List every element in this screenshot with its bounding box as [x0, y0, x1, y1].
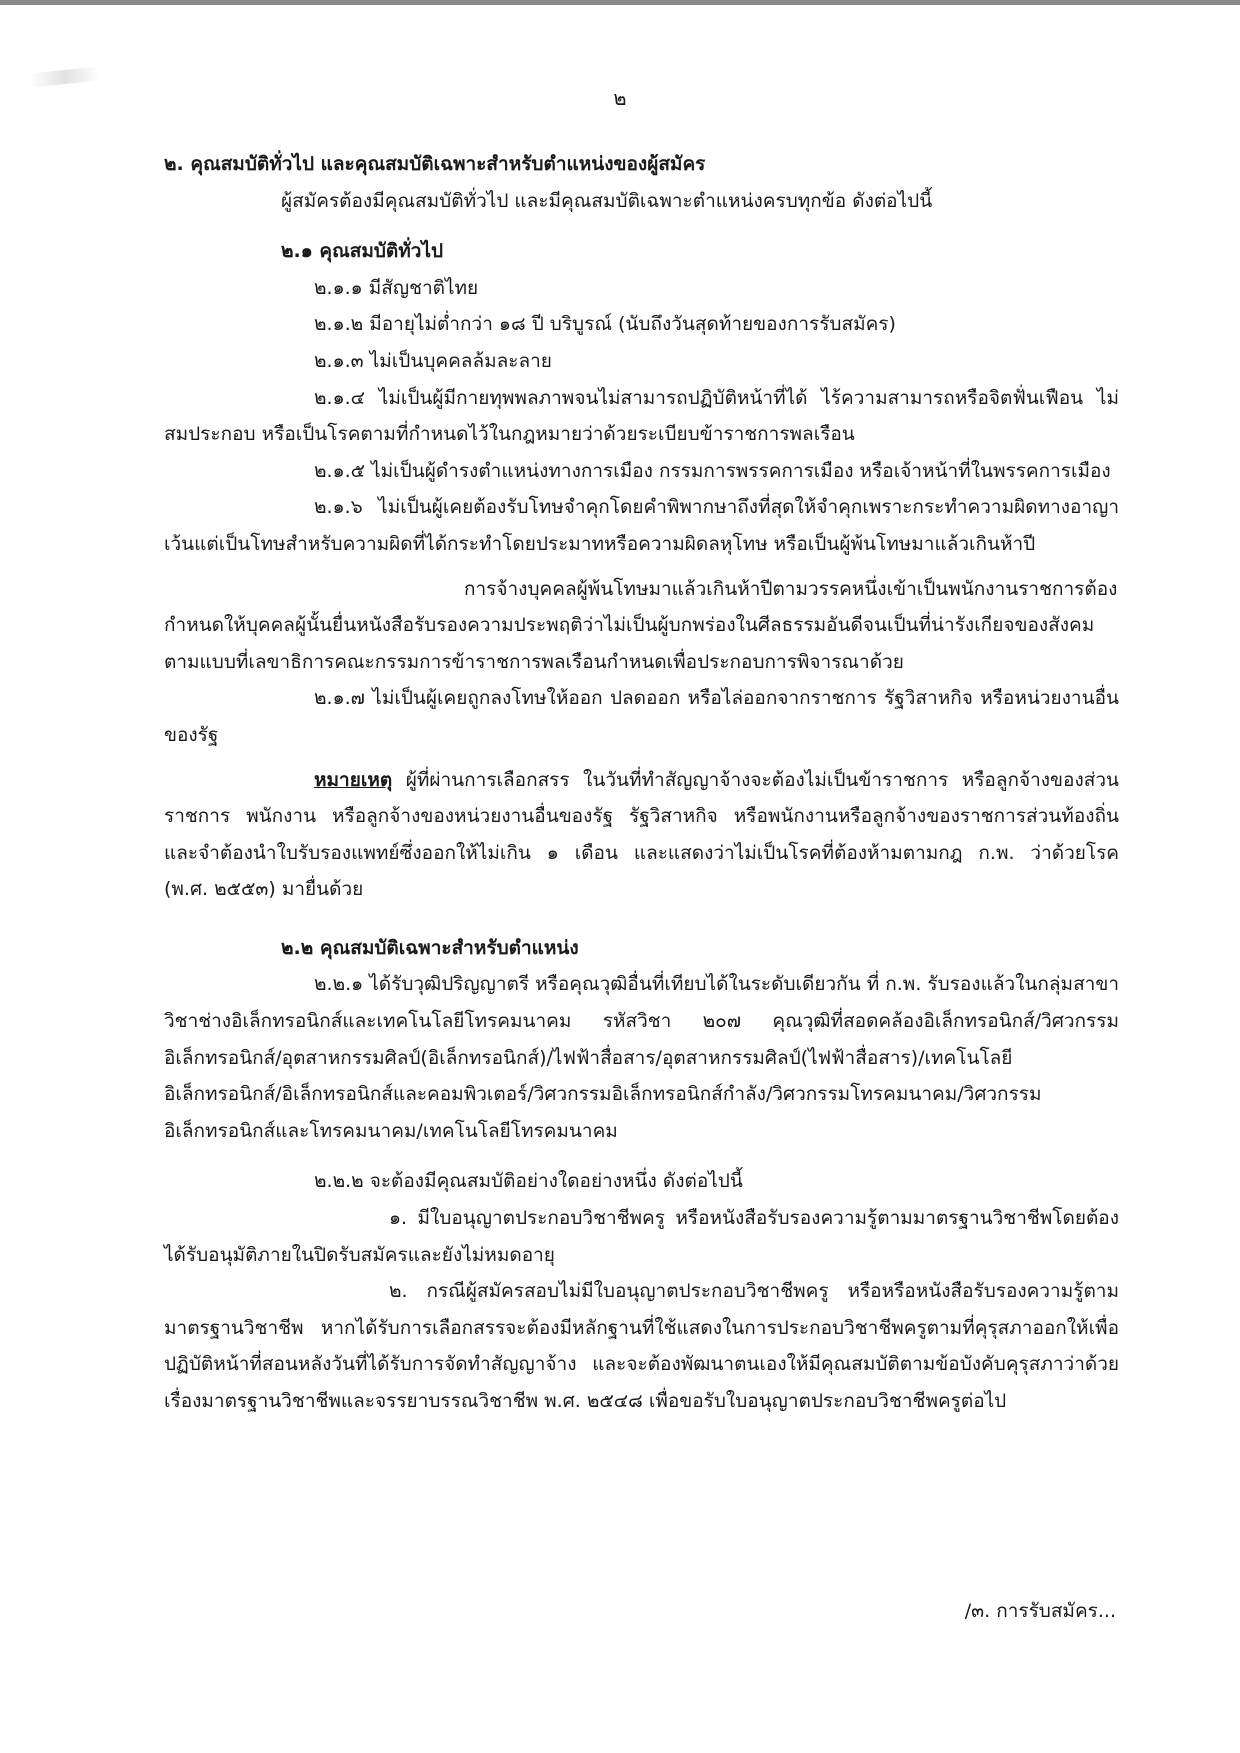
- specific-item-2: ๒.๒.๒ จะต้องมีคุณสมบัติอย่างใดอย่างหนึ่ง ดังต่อไปนี้: [314, 1170, 743, 1193]
- section-intro: ผู้สมัครต้องมีคุณสมบัติทั่วไป และมีคุณสมบัติเฉพาะตำแหน่งครบทุกข้อ ดังต่อไปนี้: [281, 189, 933, 212]
- note-text: ผู้ที่ผ่านการเลือกสรร ในวันที่ทำสัญญาจ้างจะต้องไม่เป็นข้าราชการ หรือลูกจ้างของส่วนราชการ พนักงาน หรือลูกจ้างของหน่วยงานอื่นของรัฐ รัฐวิสาหกิจ หรือพนักงานหรือลูกจ้างของราชการส่วนท้องถิ่น และจำต้องนำใบรับรองแพทย์ซึ่งออกให้ไม่เกิน ๑ เดือน และแสดงว่าไม่เป็นโรคที่ต้องห้ามตามกฎ ก.พ. ว่าด้วยโรค (พ.ศ. ๒๕๕๓) มายื่นด้วย: [164, 768, 1119, 901]
- general-item-6: ๒.๑.๖ ไม่เป็นผู้เคยต้องรับโทษจำคุกโดยคำพิพากษาถึงที่สุดให้จำคุกเพราะกระทำความผิดทางอาญา เว้นแต่เป็นโทษสำหรับความผิดที่ได้กระทำโดยประมาทหรือความผิดลหุโทษ หรือเป็นผู้พ้นโทษมาแล้วเกินห้าปี: [164, 496, 1119, 555]
- general-item-1: ๒.๑.๑ มีสัญชาติไทย: [314, 276, 479, 299]
- page-number: ๒: [613, 86, 627, 110]
- specific-sub-item-1: ๑. มีใบอนุญาตประกอบวิชาชีพครู หรือหนังสือรับรองความรู้ตามมาตรฐานวิชาชีพโดยต้องได้รับอนุมัติภายในปิดรับสมัครและยังไม่หมดอายุ: [164, 1207, 1119, 1266]
- general-item-5: ๒.๑.๕ ไม่เป็นผู้ดำรงตำแหน่งทางการเมือง กรรมการพรรคการเมือง หรือเจ้าหน้าที่ในพรรคการเมือง: [314, 459, 1111, 482]
- note-label: หมายเหตุ: [314, 768, 393, 791]
- general-qualifications-heading: ๒.๑ คุณสมบัติทั่วไป: [281, 240, 444, 263]
- general-item-6-paragraph: การจ้างบุคคลผู้พ้นโทษมาแล้วเกินห้าปีตามวรรคหนึ่งเข้าเป็นพนักงานราชการต้องกำหนดให้บุคคลผู้นั้นยื่นหนังสือรับรองความประพฤติว่าไม่เป็นผู้บกพร่องในศีลธรรมอันดีจนเป็นที่น่ารังเกียจของสังคมตามแบบที่เลขาธิการคณะกรรมการข้าราชการพลเรือนกำหนดเพื่อประกอบการพิจารณาด้วย: [164, 577, 1118, 673]
- specific-sub-item-2: ๒. กรณีผู้สมัครสอบไม่มีใบอนุญาตประกอบวิชาชีพครู หรือหรือหนังสือรับรองความรู้ตามมาตรฐานวิชาชีพ หากได้รับการเลือกสรรจะต้องมีหลักฐานที่ใช้แสดงในการประกอบวิชาชีพครูตามที่คุรุสภาออกให้เพื่อปฏิบัติหน้าที่สอนหลังวันที่ได้รับการจัดทำสัญญาจ้าง และจะต้องพัฒนาตนเองให้มีคุณสมบัติตามข้อบังคับคุรุสภาว่าด้วยเรื่องมาตรฐานวิชาชีพและจรรยาบรรณวิชาชีพ พ.ศ. ๒๕๔๘ เพื่อขอรับใบอนุญาตประกอบวิชาชีพครูต่อไป: [164, 1280, 1119, 1412]
- note-paragraph: [164, 762, 1119, 908]
- document-body: [164, 146, 1119, 1420]
- scan-top-border: [0, 0, 1240, 5]
- specific-qualifications-heading: ๒.๒ คุณสมบัติเฉพาะสำหรับตำแหน่ง: [281, 936, 579, 959]
- general-item-7: ๒.๑.๗ ไม่เป็นผู้เคยถูกลงโทษให้ออก ปลดออก หรือไล่ออกจากราชการ รัฐวิสาหกิจ หรือหน่วยงานอื่นของรัฐ: [164, 687, 1119, 746]
- specific-item-1: ๒.๒.๑ ได้รับวุฒิปริญญาตรี หรือคุณวุฒิอื่นที่เทียบได้ในระดับเดียวกัน ที่ ก.พ. รับรองแล้วในกลุ่มสาขาวิชาช่างอิเล็กทรอนิกส์และเทคโนโลยีโทรคมนาคม รหัสวิชา ๒๐๗ คุณวุฒิที่สอดคล้องอิเล็กทรอนิกส์/วิศวกรรมอิเล็กทรอนิกส์/อุตสาหกรรมศิลป์(อิเล็กทรอนิกส์)/ไฟฟ้าสื่อสาร/อุตสาหกรรมศิลป์(ไฟฟ้าสื่อสาร)/เทคโนโลยีอิเล็กทรอนิกส์/อิเล็กทรอนิกส์และคอมพิวเตอร์/วิศวกรรมอิเล็กทรอนิกส์กำลัง/วิศวกรรมโทรคมนาคม/วิศวกรรมอิเล็กทรอนิกส์และโทรคมนาคม/เทคโนโลยีโทรคมนาคม: [164, 973, 1119, 1142]
- general-item-2: ๒.๑.๒ มีอายุไม่ต่ำกว่า ๑๘ ปี บริบูรณ์ (นับถึงวันสุดท้ายของการรับสมัคร): [314, 313, 896, 336]
- section-heading: ๒. คุณสมบัติทั่วไป และคุณสมบัติเฉพาะสำหรับตำแหน่งของผู้สมัคร: [164, 153, 706, 175]
- general-item-3: ๒.๑.๓ ไม่เป็นบุคคลล้มละลาย: [314, 349, 552, 372]
- general-item-4: ๒.๑.๔ ไม่เป็นผู้มีกายทุพพลภาพจนไม่สามารถปฏิบัติหน้าที่ได้ ไร้ความสามารถหรือจิตฟั่นเฟือน ไม่สมประกอบ หรือเป็นโรคตามที่กำหนดไว้ในกฎหมายว่าด้วยระเบียบข้าราชการพลเรือน: [164, 386, 1119, 446]
- next-page-reference: /๓. การรับสมัคร...: [964, 1600, 1116, 1622]
